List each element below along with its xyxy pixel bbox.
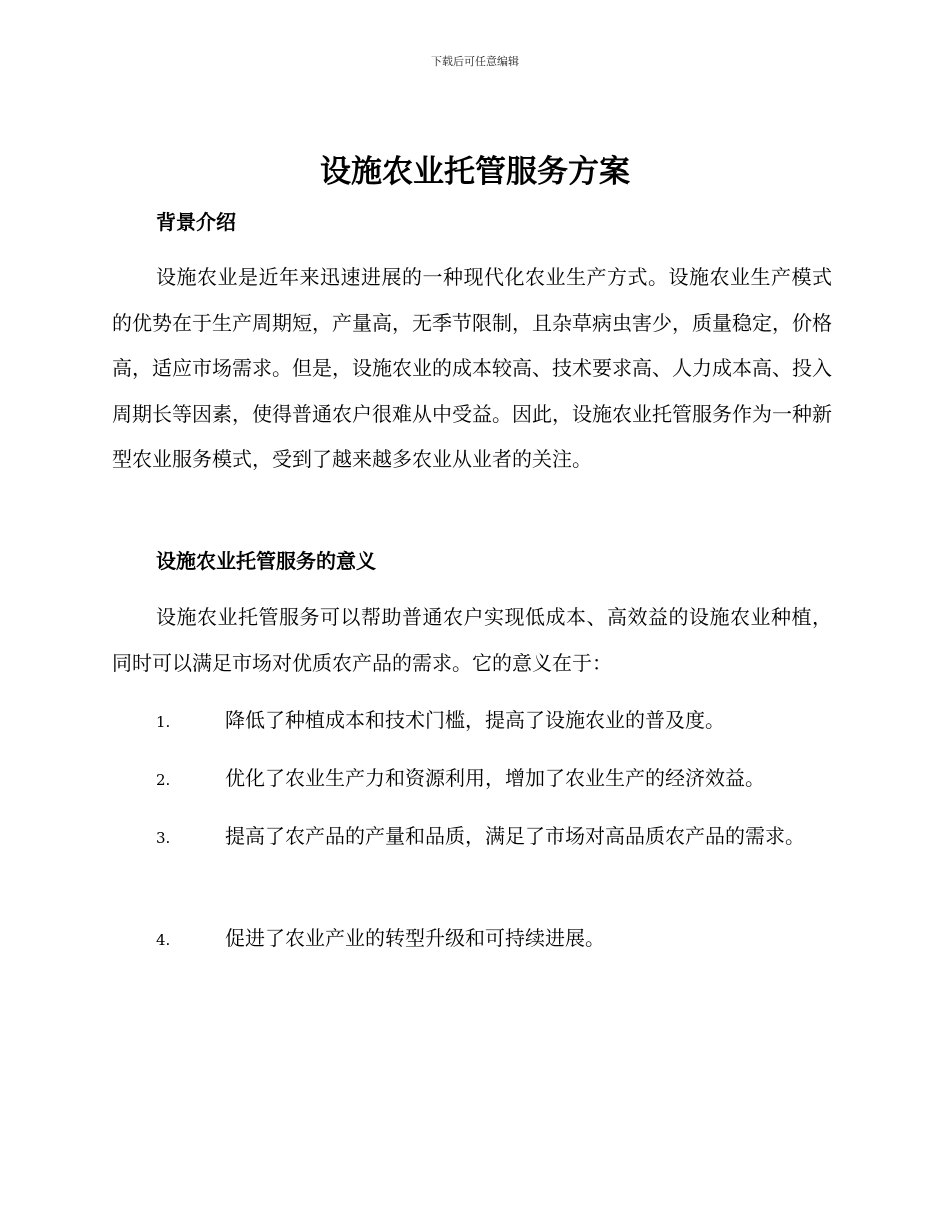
list-item (112, 752, 832, 806)
section-paragraph-background: 设施农业是近年来迅速进展的一种现代化农业生产方式。设施农业生产模式的优势在于生产周期短，产量高，无季节限制，且杂草病虫害少，质量稳定，价格高，适应市场需求。但是，设施农业的成本较高、技术要求高、人力成本高、投入周期长等因素，使得普通农户很难从中受益。因此，设施农业托管服务作为一种新型农业服务模式，受到了越来越多农业从业者的关注。 (112, 265, 832, 471)
section-heading-significance: 设施农业托管服务的意义 (156, 549, 376, 573)
list-item (112, 694, 832, 748)
list-item (112, 912, 832, 966)
section-heading-background: 背景介绍 (156, 210, 236, 234)
list-item-text: 优化了农业生产力和资源利用，增加了农业生产的经济效益。 (225, 766, 765, 790)
list-item-number: 3. (156, 829, 171, 847)
section-paragraph-significance: 设施农业托管服务可以帮助普通农户实现低成本、高效益的设施农业种植，同时可以满足市场对优质农产品的需求。它的意义在于： (112, 605, 832, 675)
list-item-text: 降低了种植成本和技术门槛，提高了设施农业的普及度。 (225, 708, 725, 732)
list-item-number: 4. (156, 931, 171, 949)
document-title: 设施农业托管服务方案 (320, 154, 630, 190)
list-item (112, 810, 832, 864)
list-item-text: 促进了农业产业的转型升级和可持续进展。 (225, 926, 605, 950)
list-item-number: 2. (156, 771, 171, 789)
list-item-text: 提高了农产品的产量和品质，满足了市场对高品质农产品的需求。 (225, 824, 805, 848)
page-header-note: 下载后可任意编辑 (431, 55, 519, 68)
list-item-number: 1. (156, 713, 171, 731)
